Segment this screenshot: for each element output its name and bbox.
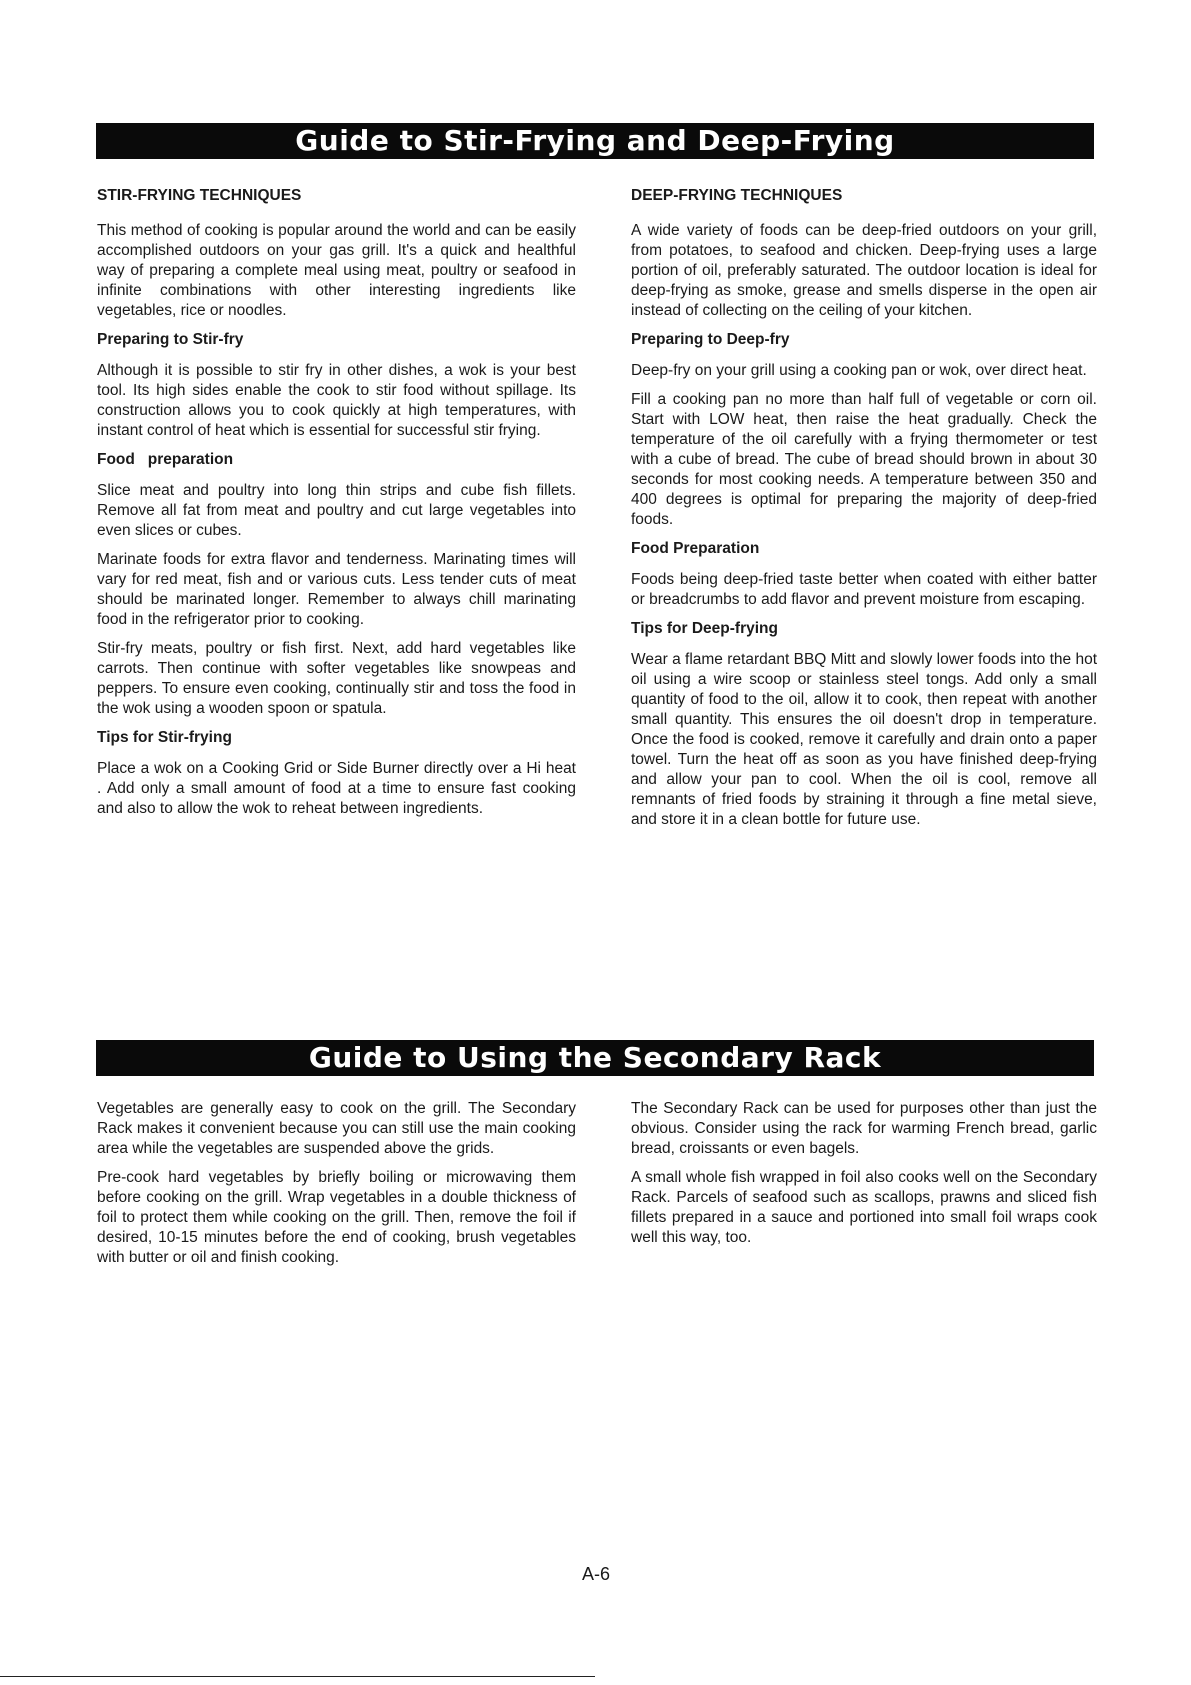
tips-deep-frying-heading: Tips for Deep-frying — [631, 620, 778, 637]
secondary-rack-left-column — [97, 1099, 576, 1277]
stir-frying-heading: STIR-FRYING TECHNIQUES — [97, 187, 302, 204]
secondary-rack-paragraph: Pre-cook hard vegetables by briefly boiling or microwaving them before cooking on the grill. Wrap vegetables in a double thickness of foil to protect them while cooking on the grill. Then, remove the foil if desired, 10-15 minutes before the end of cooking, brush vegetables with butter or oil and finish cooking. — [97, 1169, 576, 1266]
deep-frying-intro: A wide variety of foods can be deep-fried outdoors on your grill, from potatoes, to seafood and chicken. Deep-frying uses a large portion of oil, preferably saturated. The outdoor location is ideal for deep-frying as smoke, grease and smells disperse in the open air instead of collecting on the ceiling of your kitchen. — [631, 222, 1097, 319]
preparing-deep-fry-paragraph: Fill a cooking pan no more than half full of vegetable or corn oil. Start with LOW heat, then raise the heat gradually. Check the temperature of the oil carefully with a frying thermometer or test with a cube of bread. The cube of bread should brown in about 30 seconds for most cooking needs. A temperature between 350 and 400 degrees is optimal for preparing the majority of deep-fried foods. — [631, 391, 1097, 528]
secondary-rack-right-column — [631, 1099, 1097, 1257]
tips-deep-frying-text: Wear a flame retardant BBQ Mitt and slowly lower foods into the hot oil using a wire scoop or stainless steel tongs. Add only a small quantity of food to the oil, allow it to cook, then repeat with another small quantity. This ensures the oil doesn't drop in temperature. Once the food is cooked, remove it carefully and drain onto a paper towel. Turn the heat off as soon as you have finished deep-frying and allow your pan to cool. When the oil is cool, remove all remnants of fried foods by straining it through a fine metal sieve, and store it in a clean bottle for future use. — [631, 651, 1097, 828]
tips-stir-frying-heading: Tips for Stir-frying — [97, 729, 232, 746]
preparing-stir-fry-heading: Preparing to Stir-fry — [97, 331, 244, 348]
deep-frying-heading: DEEP-FRYING TECHNIQUES — [631, 187, 843, 204]
stir-frying-column — [97, 186, 576, 828]
secondary-rack-paragraph: Vegetables are generally easy to cook on the grill. The Secondary Rack makes it convenient because you can still use the main cooking area while the vegetables are suspended above the grids. — [97, 1100, 576, 1157]
food-preparation-paragraph: Marinate foods for extra flavor and tenderness. Marinating times will vary for red meat, fish and or various cuts. Less tender cuts of meat should be marinated longer. Remember to always chill marinating food in the refrigerator prior to cooking. — [97, 551, 576, 628]
tips-stir-frying-text: Place a wok on a Cooking Grid or Side Burner directly over a Hi heat . Add only a small amount of food at a time to ensure fast cooking and also to allow the wok to reheat between ingredients. — [97, 760, 576, 817]
bottom-rule — [0, 1676, 595, 1677]
food-preparation-heading: Food preparation — [97, 451, 234, 468]
deep-frying-column — [631, 186, 1097, 839]
deep-fry-food-preparation-heading: Food Preparation — [631, 540, 760, 557]
preparing-deep-fry-heading: Preparing to Deep-fry — [631, 331, 790, 348]
food-preparation-paragraph: Stir-fry meats, poultry or fish first. Next, add hard vegetables like carrots. Then continue with softer vegetables like snowpeas and peppers. To ensure even cooking, continually stir and toss the food in the wok using a wooden spoon or spatula. — [97, 640, 576, 717]
deep-fry-food-preparation-text: Foods being deep-fried taste better when coated with either batter or breadcrumbs to add flavor and prevent moisture from escaping. — [631, 571, 1097, 608]
food-preparation-paragraph: Slice meat and poultry into long thin strips and cube fish fillets. Remove all fat from meat and poultry and cut large vegetables into even slices or cubes. — [97, 482, 576, 539]
secondary-rack-paragraph: A small whole fish wrapped in foil also cooks well on the Secondary Rack. Parcels of seafood such as scallops, prawns and sliced fish fillets prepared in a sauce and portioned into small foil wraps cook well this way, too. — [631, 1169, 1097, 1246]
preparing-deep-fry-paragraph: Deep-fry on your grill using a cooking pan or wok, over direct heat. — [631, 362, 1087, 379]
section-title-stir-deep-frying: Guide to Stir-Frying and Deep-Frying — [96, 123, 1094, 159]
stir-frying-intro: This method of cooking is popular around the world and can be easily accomplished outdoors on your gas grill. It's a quick and healthful way of preparing a complete meal using meat, poultry or seafood in infinite combinations with other interesting ingredients like vegetables, rice or noodles. — [97, 222, 576, 319]
preparing-stir-fry-text: Although it is possible to stir fry in other dishes, a wok is your best tool. Its high sides enable the cook to stir food without spillage. Its construction allows you to cook quickly at high temperatures, with instant control of heat which is essential for successful stir frying. — [97, 362, 576, 439]
section-title-secondary-rack: Guide to Using the Secondary Rack — [96, 1040, 1094, 1076]
page-number: A-6 — [581, 1564, 610, 1584]
secondary-rack-paragraph: The Secondary Rack can be used for purposes other than just the obvious. Consider using the rack for warming French bread, garlic bread, croissants or even bagels. — [631, 1100, 1097, 1157]
